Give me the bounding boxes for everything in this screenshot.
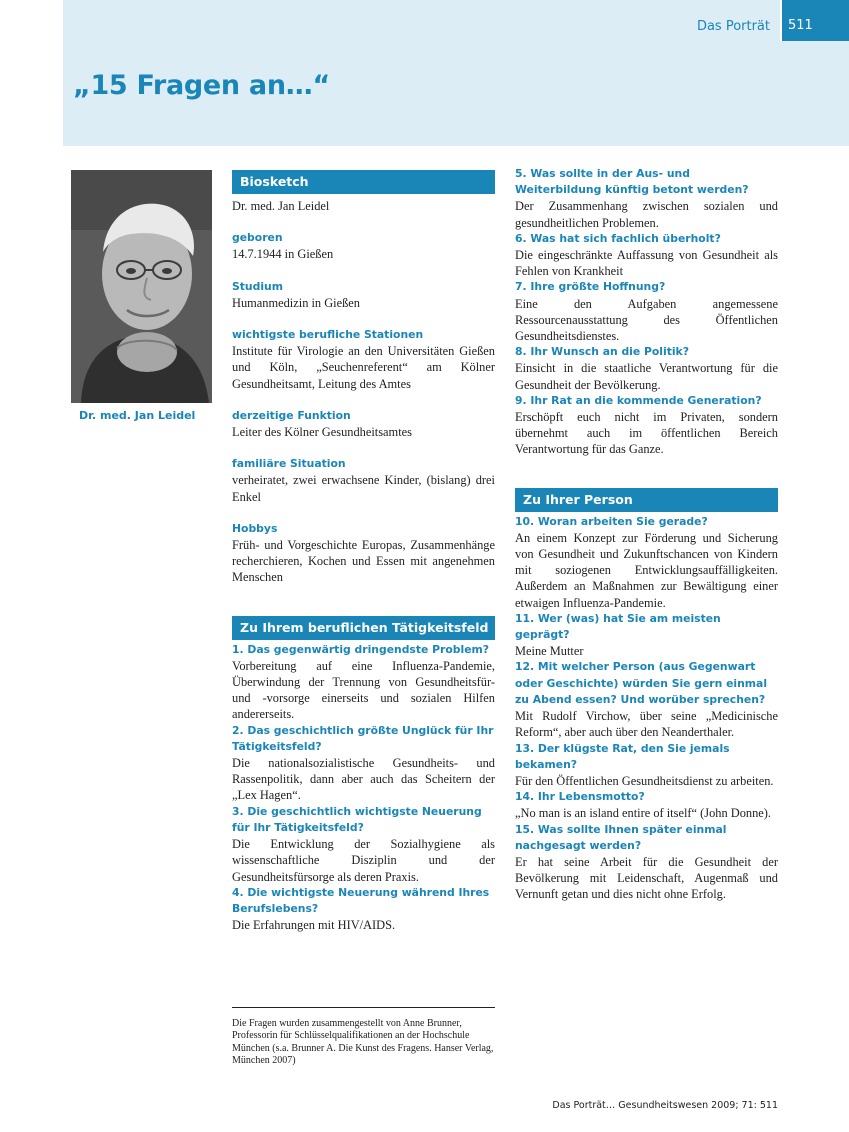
biosketch-value: Leiter des Kölner Gesundheitsamtes [232,425,412,440]
question: 9. Ihr Rat an die kommende Generation? [515,393,762,407]
question: 14. Ihr Lebensmotto? [515,790,645,804]
answer: „No man is an island entire of itself“ (John Donne). [515,806,772,821]
entry-gap [232,440,495,456]
answer: Vorbereitung auf eine Influenza-Pandemie, Überwindung der Trennung von Gesundheitsfür- und -vorsorge einerseits und sozialen Hilfen andererseits. [232,658,495,722]
career-heading: Zu Ihrem beruflichen Tätigkeitsfeld [232,616,495,640]
question: 5. Was sollte in der Aus- und Weiterbildung künftig betont werden? [515,167,749,197]
question: 7. Ihre größte Hoffnung? [515,280,666,294]
answer: Einsicht in die staatliche Verantwortung für die Gesundheit der Bevölkerung. [515,361,778,392]
answer: Für den Öffentlichen Gesundheitsdienst zu arbeiten. [515,773,774,788]
footnote: Die Fragen wurden zusammengestellt von Anne Brunner, Professorin für Schlüsselqualifikationen an der Hochschule München (s.a. Brunner A. Die Kunst des Fragens. Hanser Verlag, München 2007) [232,1018,494,1067]
question: 11. Wer (was) hat Sie am meisten geprägt? [515,611,721,642]
page-title: „15 Fragen an…“ [73,70,330,101]
biosketch-entries [232,214,495,585]
answer: Erschöpft euch nicht im Privaten, sondern übernehmt auch im öffentlichen Bereich Verantwortung für das Ganze. [515,410,778,457]
entry-gap [232,214,495,230]
question: 15. Was sollte Ihnen später einmal nachgesagt werden? [515,822,727,852]
biosketch-name: Dr. med. Jan Leidel [232,199,330,213]
question: 4. Die wichtigste Neuerung während Ihres Berufslebens? [232,885,490,915]
answer: Mit Rudolf Virchow, über seine „Medicinische Reform“, aber auch über den Neanderthaler. [515,709,778,740]
biosketch-value: 14.7.1944 in Gießen [232,247,334,262]
career-qa-list-continued [515,166,778,458]
question: 12. Mit welcher Person (aus Gegenwart oder Geschichte) würden Sie gern einmal zu Abend essen? Und worüber sprechen? [515,660,768,706]
entry-gap [232,505,495,521]
biosketch-value: Institute für Virologie an den Universitäten Gießen und Köln, „Seuchenreferent“ am Kölner Gesundheitsamt, Leitung des Amtes [232,344,495,391]
answer: Die Entwicklung der Sozialhygiene als wissenschaftliche Disziplin und der Gesundheitsfürsorge als deren Praxis. [232,837,495,884]
answer: An einem Konzept zur Förderung und Sicherung von Gesundheit und Zukunftschancen von Kindern mit soziogenen Entwicklungsauffälligkeiten. Außerdem an Maßnahmen zur Bewältigung einer etwaigen Influenza-Pandemie. [515,530,778,610]
biosketch-label: familiäre Situation [232,457,346,471]
answer: Die nationalsozialistische Gesundheits- und Rassenpolitik, dann aber auch das Scheitern der „Lex Hagen“. [232,756,495,803]
question: 1. Das gegenwärtig dringendste Problem? [232,642,490,656]
answer: Die eingeschränkte Auffassung von Gesundheit als Fehlen von Krankheit [515,248,778,279]
right-column [515,166,778,903]
question: 13. Der klügste Rat, den Sie jemals bekamen? [515,741,730,771]
biosketch-value: Früh- und Vorgeschichte Europas, Zusammenhänge recherchieren, Kochen und Essen mit angenehmen Menschen [232,538,495,585]
photo-caption: Dr. med. Jan Leidel [79,409,196,422]
answer: Eine den Aufgaben angemessene Ressourcenausstattung des Öffentlichen Gesundheitsdienstes. [515,296,778,344]
entry-gap [232,263,495,279]
question: 10. Woran arbeiten Sie gerade? [515,514,708,528]
biosketch-label: Hobbys [232,521,278,535]
portrait-photo [71,170,212,403]
question: 8. Ihr Wunsch an die Politik? [515,345,689,359]
biosketch-label: derzeitige Funktion [232,408,351,422]
biosketch-value: Humanmedizin in Gießen [232,295,361,310]
page-number: 511 [788,18,813,33]
page-number-box [780,0,849,41]
entry-gap [232,311,495,327]
answer: Meine Mutter [515,644,584,659]
answer: Er hat seine Arbeit für die Gesundheit der Bevölkerung mit Leidenschaft, Augenmaß und Vernunft getan und dies nicht ohne Erfolg. [515,854,778,902]
middle-column [232,170,495,933]
biosketch-label: wichtigste berufliche Stationen [232,328,424,342]
footnote-divider [232,1007,495,1008]
portrait-illustration [71,170,212,403]
question: 3. Die geschichtlich wichtigste Neuerung für Ihr Tätigkeitsfeld? [232,804,482,834]
question: 2. Das geschichtlich größte Unglück für Ihr Tätigkeitsfeld? [232,723,494,753]
entry-gap [232,392,495,408]
answer: Die Erfahrungen mit HIV/AIDS. [232,918,396,933]
personal-qa-list [515,514,778,903]
biosketch-heading: Biosketch [232,170,495,194]
biosketch-label: Studium [232,279,283,293]
answer: Der Zusammenhang zwischen sozialen und gesundheitlichen Problemen. [515,199,778,230]
biosketch-label: geboren [232,231,283,245]
question: 6. Was hat sich fachlich überholt? [515,231,721,245]
page-footer: Das Porträt… Gesundheitswesen 2009; 71: 511 [552,1100,778,1111]
biosketch-value: verheiratet, zwei erwachsene Kinder, (bislang) drei Enkel [232,473,495,504]
personal-heading: Zu Ihrer Person [515,488,778,512]
career-qa-list [232,642,495,934]
section-name: Das Porträt [696,19,770,34]
